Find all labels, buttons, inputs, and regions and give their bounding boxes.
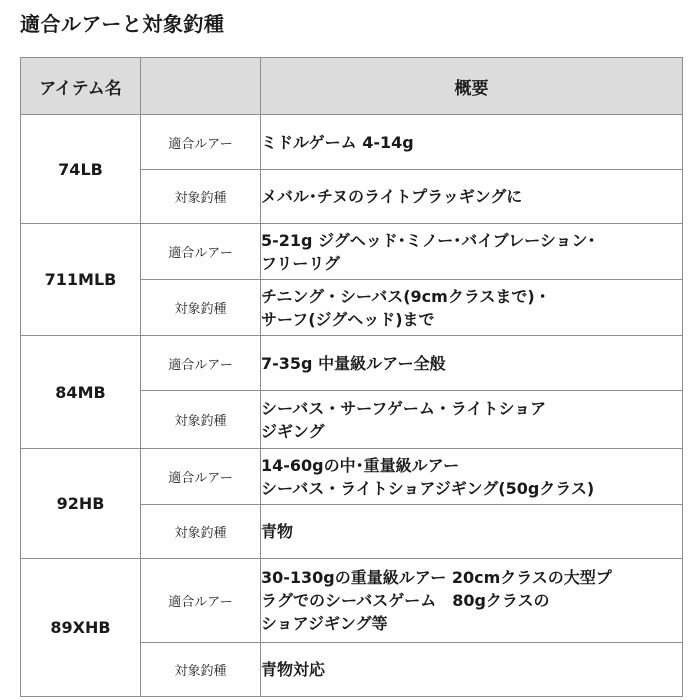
model-name: 89XHB — [21, 559, 141, 697]
table-row — [21, 336, 683, 391]
spec-table — [20, 57, 683, 697]
lure-value — [261, 224, 683, 280]
model-name: 92HB — [21, 449, 141, 559]
lure-value — [261, 115, 683, 170]
species-label: 対象釣種 — [141, 170, 261, 224]
species-label: 対象釣種 — [141, 391, 261, 449]
species-value — [261, 170, 683, 224]
model-name: 84MB — [21, 336, 141, 449]
lure-line: 7-35g 中量級ルアー全般 — [261, 353, 446, 373]
lure-label: 適合ルアー — [141, 115, 261, 170]
table-header-row — [21, 58, 683, 115]
lure-line: 14-60gの中･重量級ルアー — [261, 455, 460, 475]
lure-value — [261, 559, 683, 643]
header-overview: 概要 — [261, 58, 683, 115]
species-label: 対象釣種 — [141, 505, 261, 559]
lure-line: 5-21g ジグヘッド･ミノー･バイブレーション･ — [261, 230, 596, 250]
model-name: 74LB — [21, 115, 141, 224]
species-value — [261, 643, 683, 697]
lure-label: 適合ルアー — [141, 559, 261, 643]
lure-line: ミドルゲーム 4-14g — [261, 132, 414, 152]
page-title: 適合ルアーと対象釣種 — [20, 12, 225, 36]
species-line: メバル･チヌのライトプラッギングに — [261, 187, 523, 206]
species-label: 対象釣種 — [141, 643, 261, 697]
header-spacer — [141, 58, 261, 115]
model-name: 711MLB — [21, 224, 141, 336]
species-line: サーフ(ジグヘッド)まで — [261, 309, 435, 329]
lure-line: シーバス・ライトショアジギング(50gクラス) — [261, 478, 595, 498]
lure-line: ショアジギング等 — [261, 614, 388, 633]
table-row — [21, 449, 683, 505]
lure-line: 30-130gの重量級ルアー 20cmクラスの大型プ — [261, 568, 612, 587]
species-line: 青物対応 — [261, 660, 326, 679]
species-line: シーバス・サーフゲーム・ライトショア — [261, 398, 547, 418]
lure-line: ラグでのシーバスゲーム 80gクラスの — [261, 591, 550, 610]
lure-label: 適合ルアー — [141, 449, 261, 505]
species-value — [261, 505, 683, 559]
species-line: ジギング — [261, 421, 325, 441]
lure-label: 適合ルアー — [141, 224, 261, 280]
species-label: 対象釣種 — [141, 280, 261, 336]
species-line: 青物 — [261, 522, 294, 541]
species-value — [261, 280, 683, 336]
table-row — [21, 224, 683, 280]
header-item-name: アイテム名 — [21, 58, 141, 115]
lure-value — [261, 336, 683, 391]
lure-value — [261, 449, 683, 505]
lure-label: 適合ルアー — [141, 336, 261, 391]
species-line: チニング・シーバス(9cmクラスまで)・ — [261, 286, 551, 306]
species-value — [261, 391, 683, 449]
table-row — [21, 559, 683, 643]
lure-line: フリーリグ — [261, 253, 341, 273]
table-row — [21, 115, 683, 170]
